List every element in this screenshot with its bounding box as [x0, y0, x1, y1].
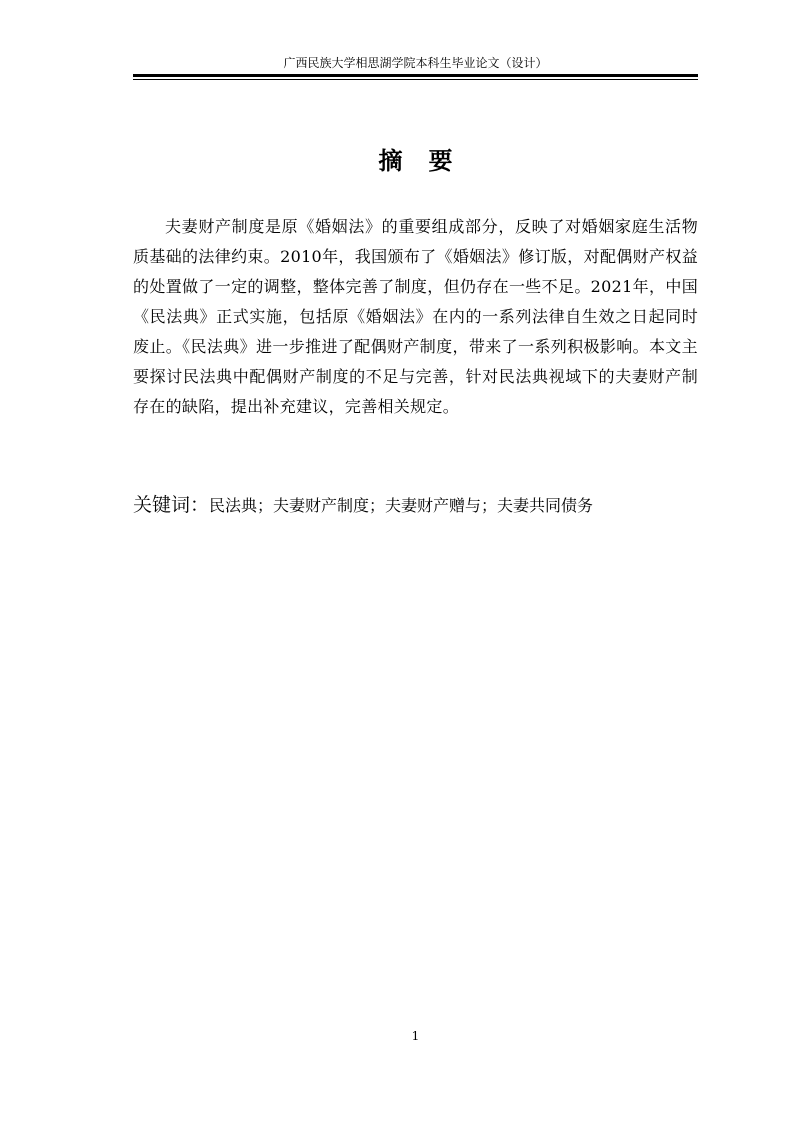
abstract-title: 摘要: [378, 147, 479, 175]
page-number: 1: [411, 1029, 420, 1043]
abstract-body: 夫妻财产制度是原《婚姻法》的重要组成部分，反映了对婚姻家庭生活物质基础的法律约束。2010年，我国颁布了《婚姻法》修订版，对配偶财产权益的处置做了一定的调整，整体完善了制度，但仍存在一些不足。2021年，中国《民法典》正式实施，包括原《婚姻法》在内的一系列法律自生效之日起同时废止。《民法典》进一步推进了配偶财产制度，带来了一系列积极影响。本文主要探讨民法典中配偶财产制度的不足与完善，针对民法典视域下的夫妻财产制存在的缺陷，提出补充建议，完善相关规定。: [133, 217, 698, 416]
header-rule-thick: [133, 74, 698, 77]
keywords-line: [133, 492, 698, 519]
page-header: 广西民族大学相思湖学院本科生毕业论文（设计）: [283, 56, 548, 70]
keywords-value: 民法典；夫妻财产制度；夫妻财产赠与；夫妻共同债务: [209, 496, 594, 515]
header-rule-thin: [133, 79, 698, 80]
keywords-label: 关键词：: [133, 494, 210, 516]
